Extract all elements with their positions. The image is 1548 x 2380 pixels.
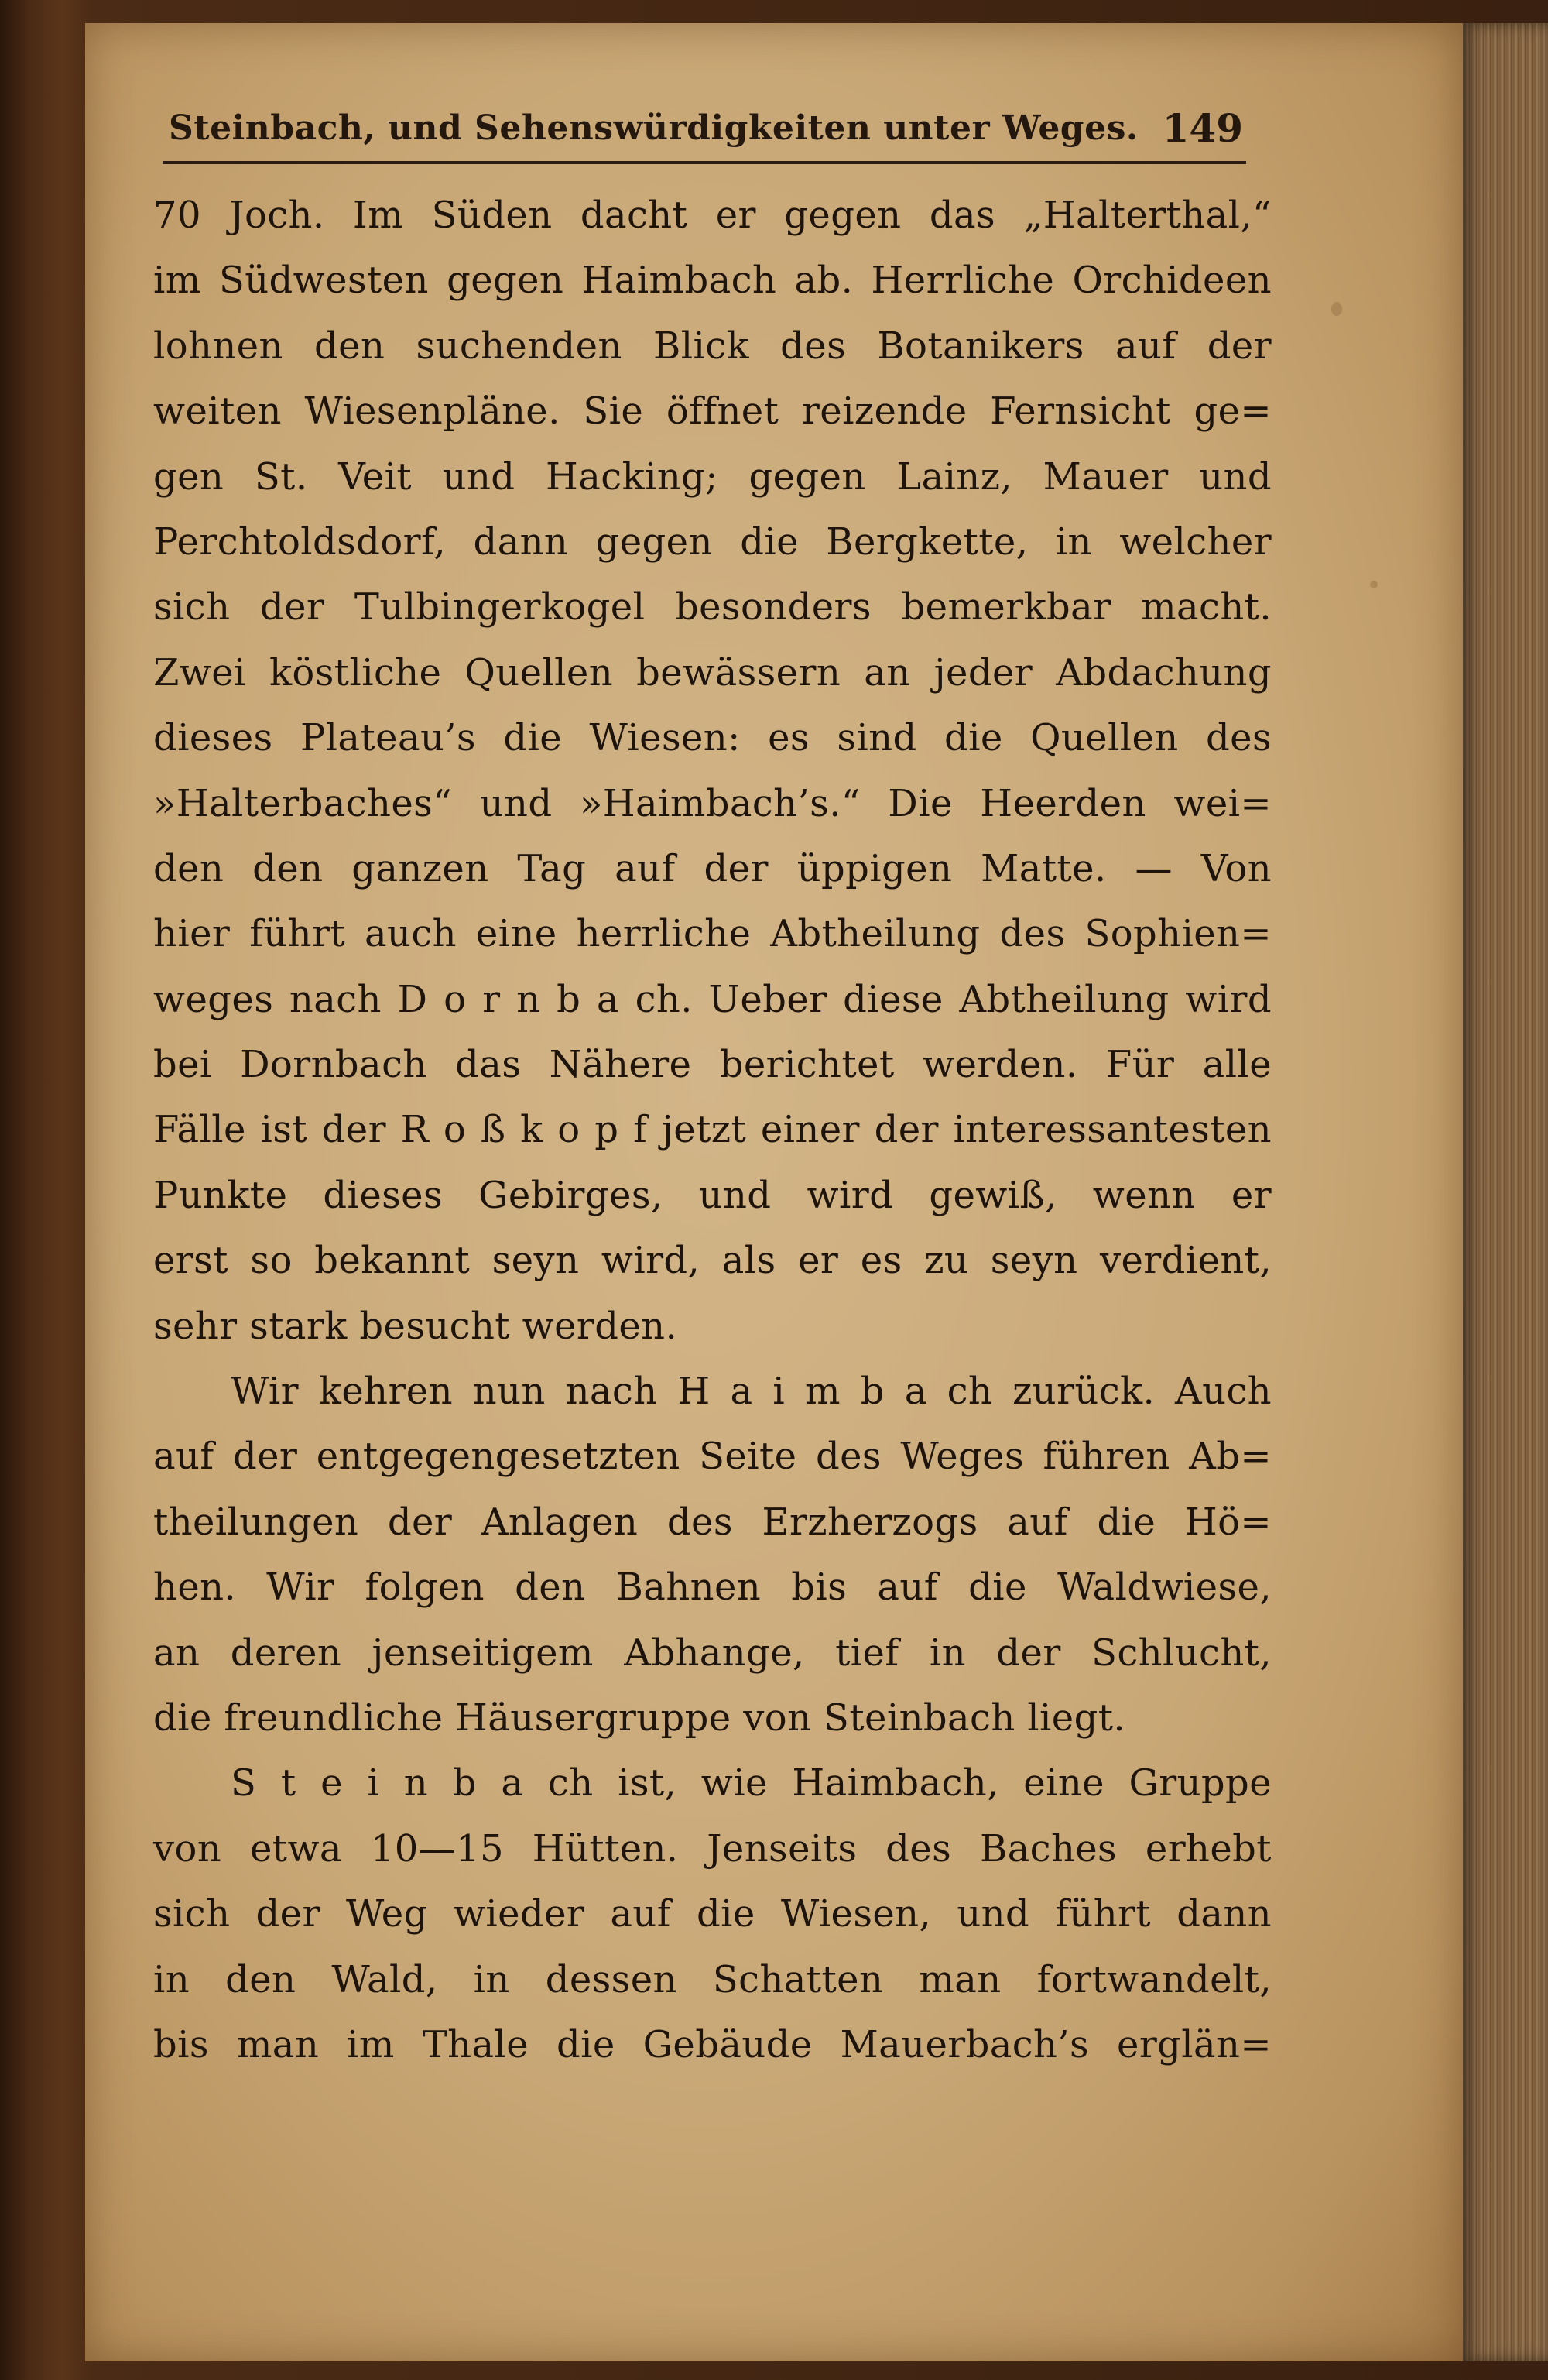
page-header bbox=[163, 99, 1246, 164]
page-edge-stack bbox=[1463, 23, 1548, 2361]
text-line: sich der Weg wieder auf die Wiesen, und führt dann bbox=[153, 1892, 1272, 1936]
running-title: Steinbach, und Sehenswürdigkeiten unter Weges. bbox=[169, 108, 1139, 148]
text-line: bis man im Thale die Gebäude Mauerbach’s erglän= bbox=[153, 2022, 1272, 2066]
text-line: Punkte dieses Gebirges, und wird gewiß, wenn er bbox=[153, 1173, 1272, 1217]
text-line: im Südwesten gegen Haimbach ab. Herrliche Orchideen bbox=[153, 259, 1272, 303]
text-line: die freundliche Häusergruppe von Steinbach liegt. bbox=[153, 1696, 1126, 1740]
text-line: von etwa 10—15 Hütten. Jenseits des Baches erhebt bbox=[153, 1826, 1272, 1871]
text-line: bei Dornbach das Nähere berichtet werden. Für alle bbox=[153, 1043, 1272, 1087]
text-line: hen. Wir folgen den Bahnen bis auf die Waldwiese, bbox=[153, 1566, 1272, 1610]
text-line: Perchtoldsdorf, dann gegen die Bergkette, in welcher bbox=[153, 520, 1272, 564]
text-line: 70 Joch. Im Süden dacht er gegen das „Halterthal,“ bbox=[153, 194, 1272, 237]
text-line: gen St. Veit und Hacking; gegen Lainz, Mauer und bbox=[153, 454, 1272, 499]
text-line: sehr stark besucht werden. bbox=[153, 1304, 678, 1348]
text-line: an deren jenseitigem Abhange, tief in der Schlucht, bbox=[153, 1631, 1272, 1675]
text-line: S t e i n b a ch ist, wie Haimbach, eine Gruppe bbox=[231, 1761, 1272, 1806]
text-line: Fälle ist der R o ß k o p f jetzt einer der interessantesten bbox=[153, 1108, 1272, 1152]
text-line: dieses Plateau’s die Wiesen: es sind die Quellen des bbox=[153, 716, 1272, 760]
foxing-spot bbox=[1370, 581, 1378, 588]
text-line: auf der entgegengesetzten Seite des Weges führen Ab= bbox=[153, 1435, 1272, 1479]
text-line: weiten Wiesenpläne. Sie öffnet reizende Fernsicht ge= bbox=[153, 389, 1272, 434]
text-line: erst so bekannt seyn wird, als er es zu seyn verdient, bbox=[153, 1239, 1272, 1283]
body-text bbox=[153, 183, 1272, 2077]
text-line: Zwei köstliche Quellen bewässern an jeder Abdachung bbox=[153, 650, 1272, 694]
text-line: »Halterbaches“ und »Haimbach’s.“ Die Heerden wei= bbox=[153, 781, 1272, 825]
page-number: 149 bbox=[1162, 105, 1243, 151]
text-line: den den ganzen Tag auf der üppigen Matte. — Von bbox=[153, 846, 1272, 890]
text-line: in den Wald, in dessen Schatten man fortwandelt, bbox=[153, 1957, 1272, 2001]
text-line: weges nach D o r n b a ch. Ueber diese Abtheilung wird bbox=[153, 977, 1272, 1021]
foxing-spot bbox=[1331, 302, 1342, 316]
text-line: lohnen den suchenden Blick des Botanikers auf der bbox=[153, 324, 1272, 368]
text-line: sich der Tulbingerkogel besonders bemerkbar macht. bbox=[153, 585, 1272, 629]
text-line: theilungen der Anlagen des Erzherzogs auf die Hö= bbox=[153, 1500, 1272, 1544]
text-line: hier führt auch eine herrliche Abtheilung des Sophien= bbox=[153, 912, 1272, 956]
text-line: Wir kehren nun nach H a i m b a ch zurück. Auch bbox=[231, 1370, 1272, 1414]
